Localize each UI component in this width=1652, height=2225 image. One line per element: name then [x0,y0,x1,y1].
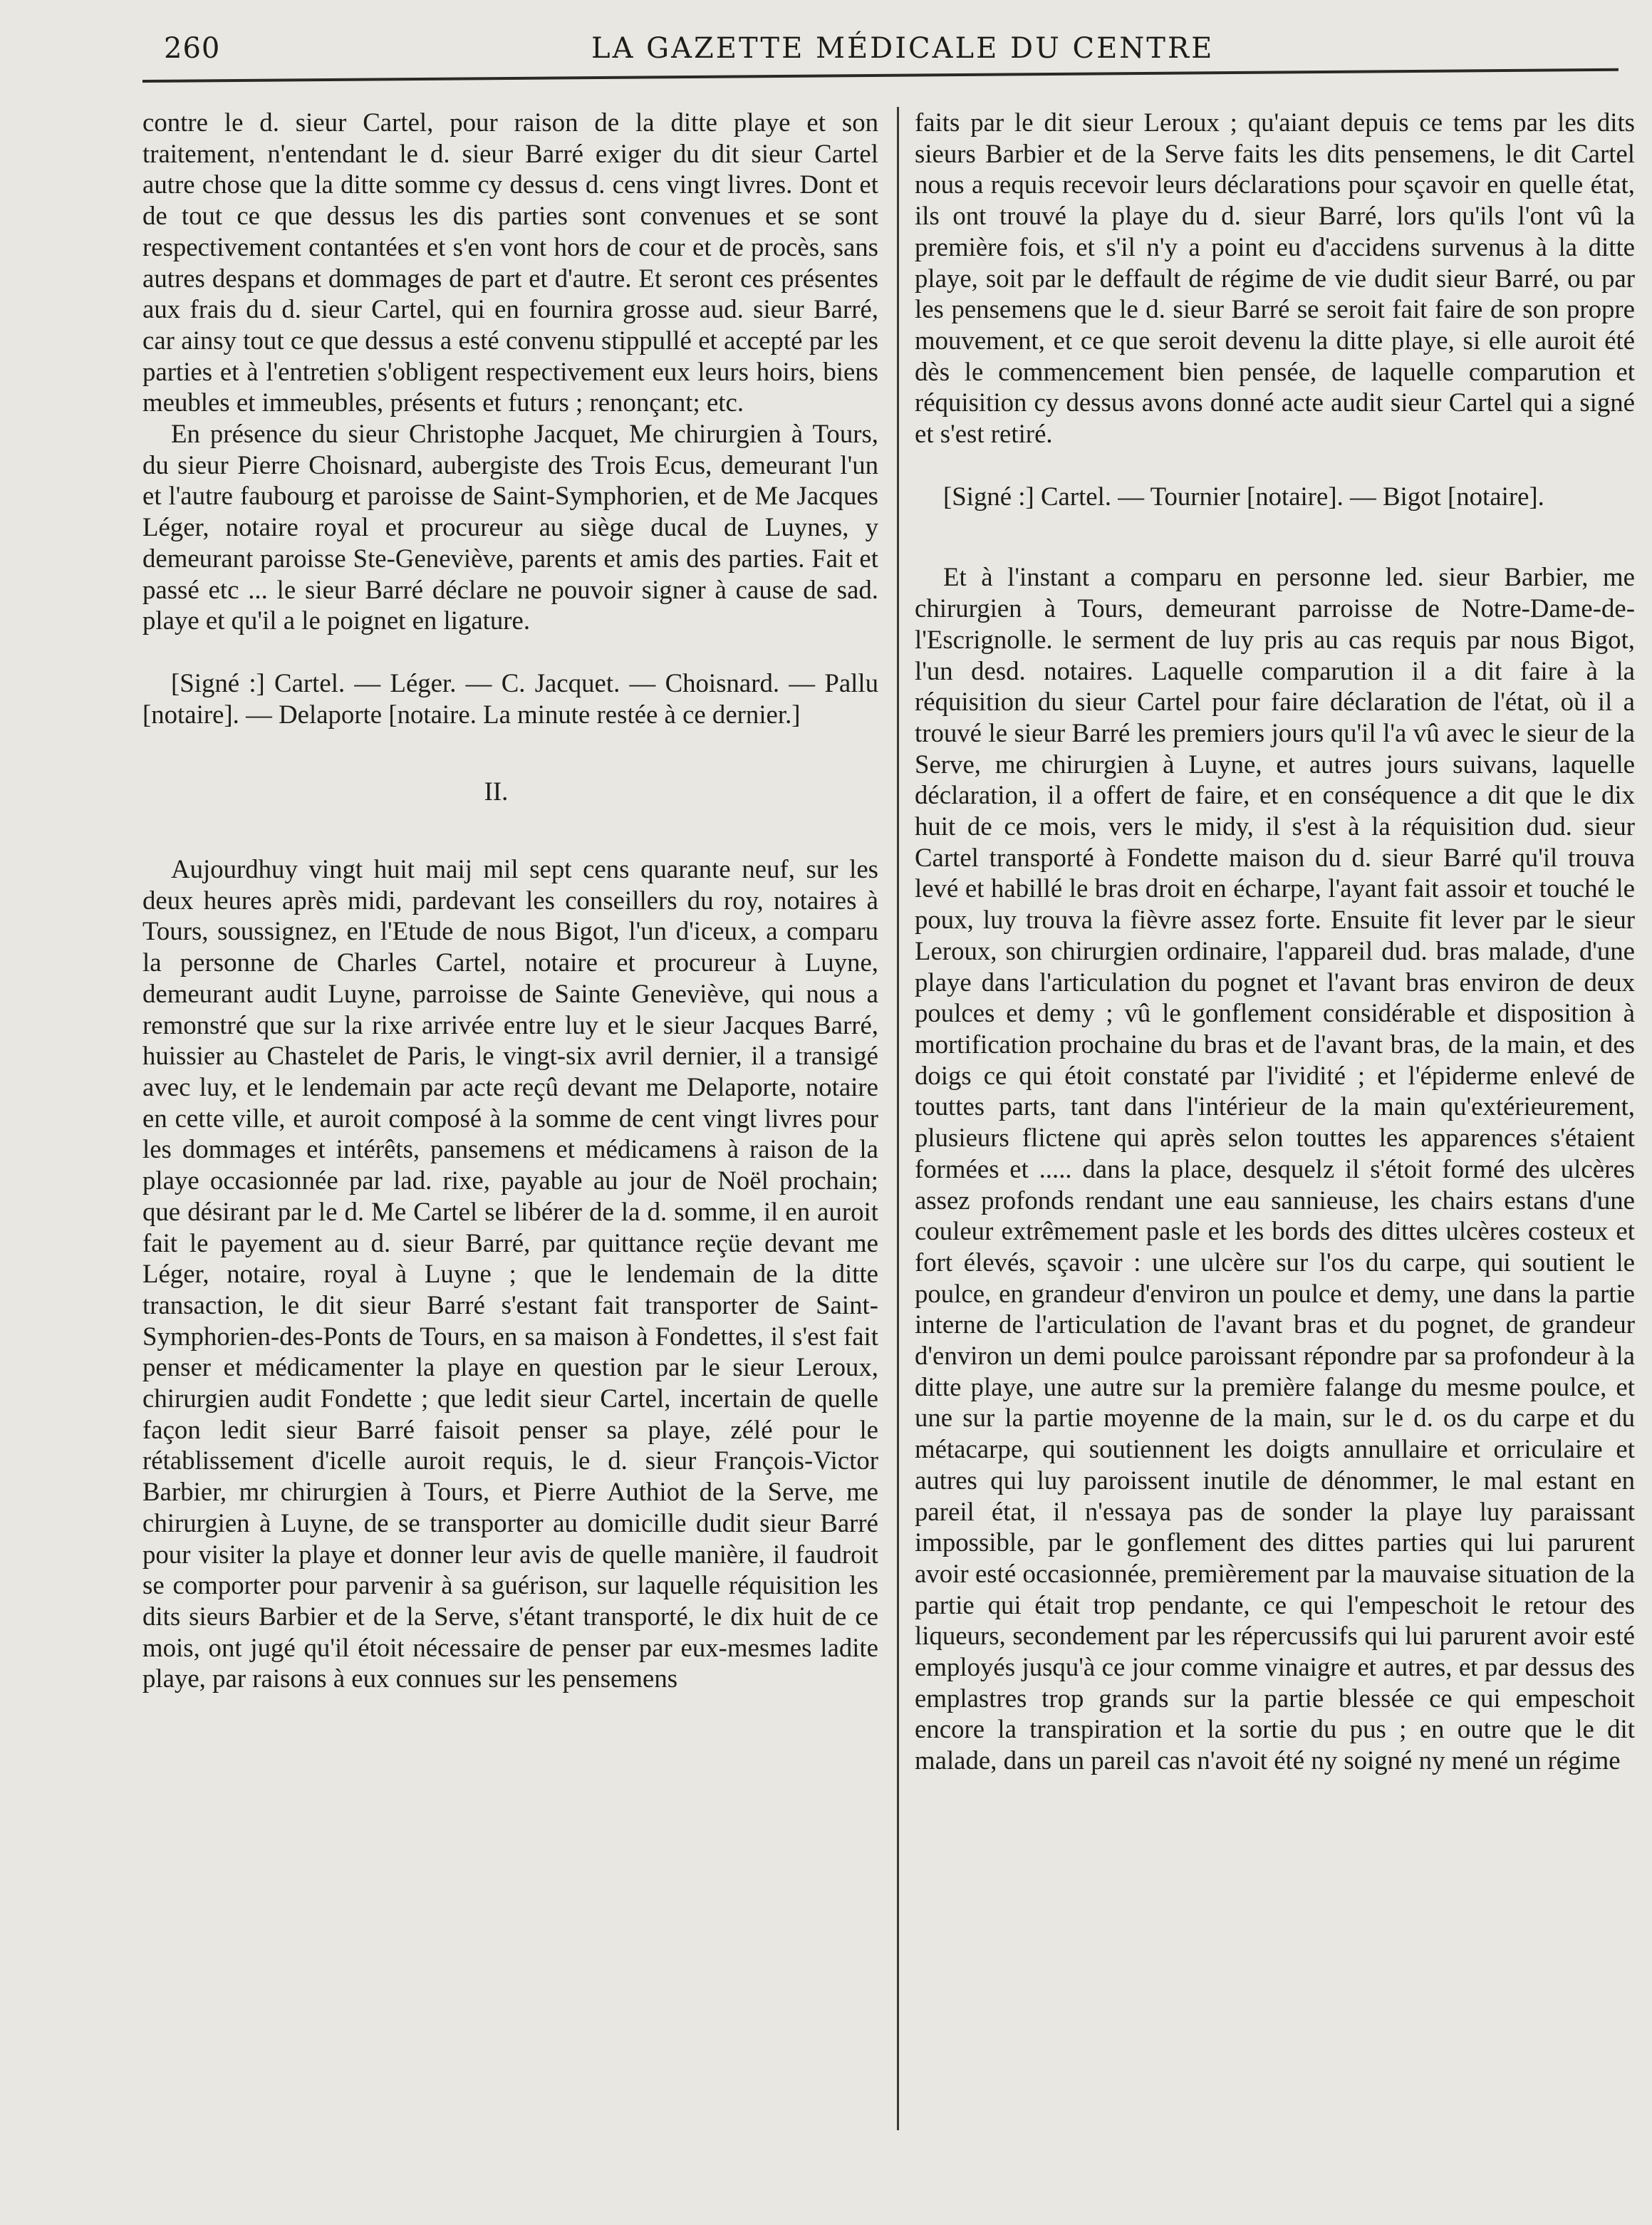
left-column [142,107,878,1694]
running-title: LA GAZETTE MÉDICALE DU CENTRE [591,32,1215,65]
left-paragraph-1: contre le d. sieur Cartel, pour raison de la ditte playe et son traitement, n'entendant le d. sieur Barré exiger du dit sieur Cartel autre chose que la ditte somme cy dessus d. cens vingt livres. Dont et de tout ce que dessus les dis parties sont convenues et se sont respectivement contantées et s'en vont hors de cour et de procès, sans autres despans et dommages de part et d'autre. Et seront ces présentes aux frais du d. sieur Cartel, qui en fournira grosse aud. sieur Barré, car ainsy tout ce que dessus a esté convenu stippullé et accepté par les parties et à l'entretien s'obligent respectivement eux leurs hoirs, biens meubles et immeubles, présents et futurs ; renonçant; etc. [142,108,878,417]
page-number: 260 [164,32,221,65]
left-paragraph-3: Aujourdhuy vingt huit maij mil sept cens quarante neuf, sur les deux heures après midi, pardevant les conseillers du roy, notaires à Tours, soussignez, en l'Etude de nous Bigot, l'un d'iceux, a comparu la personne de Charles Cartel, notaire et procureur à Luyne, demeurant audit Luyne, parroisse de Sainte Geneviève, qui nous a remonstré que sur la rixe arrivée entre luy et le sieur Jacques Barré, huissier au Chastelet de Paris, le vingt-six avril dernier, il a transigé avec luy, et le lendemain par acte reçû devant me Delaporte, notaire en cette ville, et auroit composé à la somme de cent vingt livres pour les dommages et intérêts, pansemens et médicamens à raison de la playe occasionnée par lad. rixe, payable au jour de Noël prochain; que désirant par le d. Me Cartel se libérer de la d. somme, il en auroit fait le payement au d. sieur Barré, par quittance reçüe devant me Léger, notaire, royal à Luyne ; que le lendemain de la ditte transaction, le dit sieur Barré s'estant fait transporter de Saint-Symphorien-des-Ponts de Tours, en sa maison à Fondettes, il s'est fait penser et médicamenter la playe en question par le sieur Leroux, chirurgien audit Fondette ; que ledit sieur Cartel, incertain de quelle façon ledit sieur Barré faisoit penser sa playe, zélé pour le rétablissement d'icelle auroit requis, le d. sieur François-Victor Barbier, mr chirurgien à Tours, et Pierre Authiot de la Serve, me chirurgien à Luyne, de se transporter au domicille dudit sieur Barré pour visiter la playe et donner leur avis de quelle manière, il faudroit se comporter pour parvenir à sa guérison, sur laquelle réquisition les dits sieurs Barbier et de la Serve, s'étant transporté, le dix huit de ce mois, ont jugé qu'il étoit nécessaire de penser par eux-mesmes ladite playe, par raisons à eux connues sur les pensemens [142,854,878,1694]
left-signatures: [Signé :] Cartel. — Léger. — C. Jacquet. — Choisnard. — Pallu [notaire]. — Delaporte [notaire. La minute restée à ce dernier.] [142,668,878,729]
spacer [915,512,1635,561]
column-divider [897,107,899,2130]
left-paragraph-2: En présence du sieur Christophe Jacquet, Me chirurgien à Tours, du sieur Pierre Choisnard, aubergiste des Trois Ecus, demeurant l'un et l'autre faubourg et paroisse de Saint-Symphorien, et de Me Jacques Léger, notaire royal et procureur au siège ducal de Luynes, y demeurant paroisse Ste-Geneviève, parents et amis des parties. Fait et passé etc ... le sieur Barré déclare ne pouvoir signer à cause de sad. playe et qu'il a le poignet en ligature. [142,419,878,636]
spacer [142,730,878,776]
right-column [915,107,1635,1776]
spacer [142,807,878,854]
right-paragraph-1: faits par le dit sieur Leroux ; qu'aiant depuis ce tems par les dits sieurs Barbier et de la Serve faits les dits pensemens, le dit Cartel nous a requis recevoir leurs déclarations pour sçavoir en quelle état, ils ont trouvé la playe du d. sieur Barré, lors qu'ils l'ont vû la première fois, et s'il n'y a point eu d'accidens survenus à la ditte playe, soit par le deffault de régime de vie dudit sieur Barré, ou par les pensemens que le d. sieur Barré se seroit fait faire de son propre mouvement, et ce que seroit devenu la ditte playe, si elle auroit été dès le commencement bien pensée, de laquelle comparution et réquisition cy dessus avons donné acte audit sieur Cartel qui a signé et s'est retiré. [915,108,1635,449]
section-numeral: II. [484,777,509,807]
right-paragraph-2: Et à l'instant a comparu en personne led. sieur Barbier, me chirurgien à Tours, demeurant parroisse de Notre-Dame-de-l'Escrignolle. le serment de luy pris au cas requis par nous Bigot, l'un desd. notaires. Laquelle comparution il a dit faire à la réquisition du sieur Cartel pour faire déclaration de l'état, où il a trouvé le sieur Barré les premiers jours qu'il l'a vû avec le sieur de la Serve, me chirurgien à Luyne, et autres jours suivans, laquelle déclaration, il a offert de faire, et en conséquence a dit que le dix huit de ce mois, vers le midy, il s'est à la réquisition dud. sieur Cartel transporté à Fondette maison du d. sieur Barré qu'il trouva levé et habillé le bras droit en écharpe, l'ayant fait assoir et touché le poux, luy trouva la fièvre assez forte. Ensuite fit lever par le sieur Leroux, son chirurgien ordinaire, l'appareil dud. bras malade, d'une playe dans l'articulation du pognet et l'avant bras environ de deux poulces et demy ; vû le gonflement considérable et disposition à mortification prochaine du bras et de l'avant bras, de la main, et des doigs ce qui étoit constaté par l'ividité ; et l'épiderme enlevé de touttes parts, tant dans l'intérieur de la main qu'extérieurement, plusieurs flictene qui après selon touttes les apparences s'étaient formées et ..... dans la place, desquelz il s'étoit formé des ulcères assez profonds rendant une eau sannieuse, les chairs estans d'une couleur extrêmement pasle et les bords des dittes ulcères costeux et fort élevés, sçavoir : une ulcère sur l'os du carpe, qui soutient le poulce, en grandeur d'environ un poulce et demy, une dans la partie interne de l'articulation de l'avant bras et du pognet, de grandeur d'environ un demi poulce paroissant répondre par sa profondeur à la ditte playe, une autre sur la première falange du mesme poulce, et une sur la partie moyenne de la main, sur le d. os du carpe et du métacarpe, qui soutiennent les doigts annullaire et orriculaire et autres qui luy paroissent inutile de dénommer, le mal estant en pareil état, il n'essaya pas de sonder la playe luy paraissant impossible, par le gonflement des dittes parties qui lui parurent avoir esté occasionnée, premièrement par la mauvaise situation de la partie qui était trop pendante, ce qui l'empeschoit le retour des liqueurs, secondement par les répercussifs qui lui parurent avoir esté employés jusqu'à ce jour comme vinaigre et autres, et par dessus des emplastres trop grands sur la partie blessée ce qui empeschoit encore la transpiration et la sortie du pus ; en outre que le dit malade, dans un pareil cas n'avoit été ny soigné ny mené un régime [915,562,1635,1775]
right-signatures: [Signé :] Cartel. — Tournier [notaire]. — Bigot [notaire]. [943,481,1544,511]
spacer [915,450,1635,481]
spacer [142,636,878,668]
